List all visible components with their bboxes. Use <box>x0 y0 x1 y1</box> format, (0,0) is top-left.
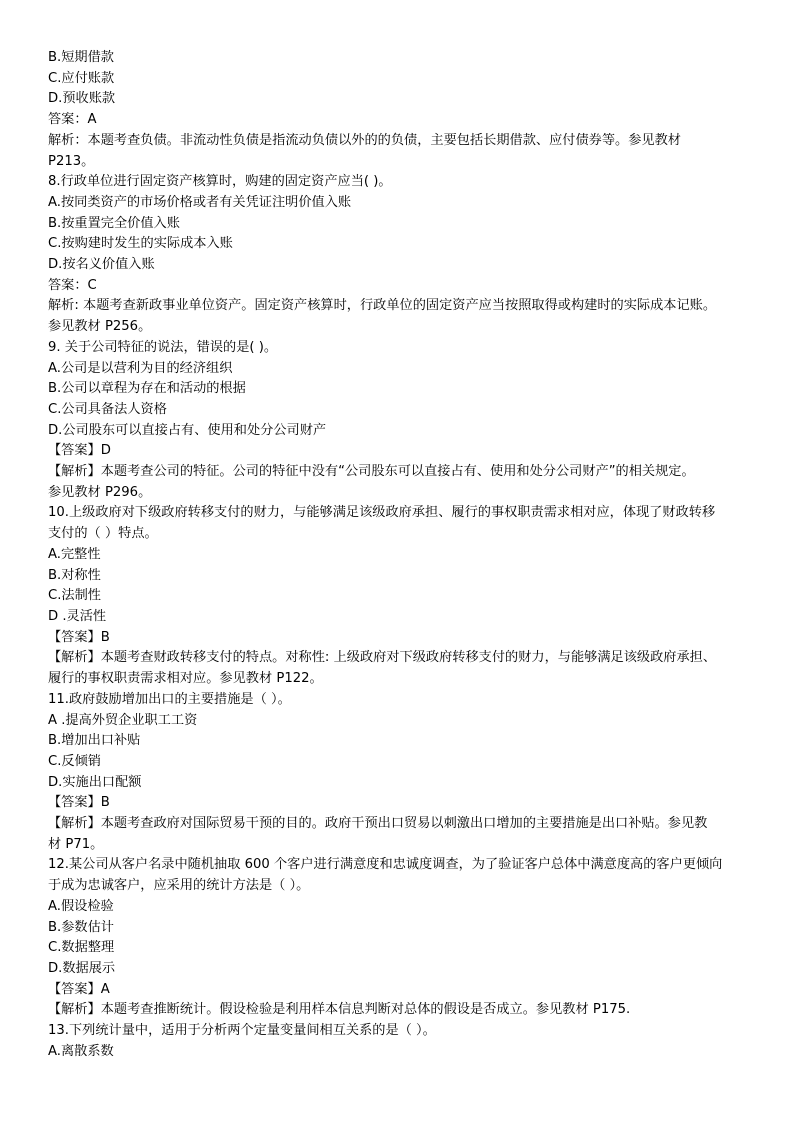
option-line: C.法制性 <box>48 588 101 604</box>
option-line: C.应付账款 <box>48 70 115 86</box>
answer-line: 答案：C <box>48 277 97 293</box>
option-line: C.反倾销 <box>48 753 101 769</box>
option-line: A.完整性 <box>48 546 101 562</box>
option-line: D.实施出口配额 <box>48 774 142 790</box>
explanation-line: 【解析】本题考查政府对国际贸易干预的目的。政府干预出口贸易以刺激出口增加的主要措施是出口补贴。参见教 <box>48 816 708 832</box>
question-line: 支付的（ ）特点。 <box>48 526 158 542</box>
option-line: D.按名义价值入账 <box>48 257 155 273</box>
option-line: B.增加出口补贴 <box>48 733 141 749</box>
option-line: B.短期借款 <box>48 50 114 65</box>
answer-line: 【答案】B <box>48 629 110 645</box>
explanation-line: 【解析】本题考查推断统计。假设检验是利用样本信息判断对总体的假设是否成立。参见教材 P175. <box>48 1002 631 1018</box>
option-line: B.参数估计 <box>48 919 114 935</box>
question-line: 于成为忠诚客户，应采用的统计方法是（ ）。 <box>48 878 310 894</box>
question-line: 10.上级政府对下级政府转移支付的财力，与能够满足该级政府承担、履行的事权职责需求相对应，体现了财政转移 <box>48 505 716 521</box>
option-line: D.预收账款 <box>48 91 116 107</box>
option-line: A.假设检验 <box>48 898 114 914</box>
explanation-line: 【解析】本题考查财政转移支付的特点。对称性: 上级政府对下级政府转移支付的财力，与能够满足该级政府承担、 <box>48 650 717 666</box>
option-line: A .提高外贸企业职工工资 <box>48 712 198 728</box>
question-line: 9. 关于公司特征的说法，错误的是( )。 <box>48 339 278 355</box>
option-line: B.公司以章程为存在和活动的根据 <box>48 381 246 397</box>
document-page <box>48 48 758 1062</box>
option-line: C.按购建时发生的实际成本入账 <box>48 236 233 252</box>
question-line: 12.某公司从客户名录中随机抽取 600 个客户进行满意度和忠诚度调查，为了验证客户总体中满意度高的客户更倾向 <box>48 857 723 873</box>
explanation-line: 【解析】本题考查公司的特征。公司的特征中没有“公司股东可以直接占有、使用和处分公司财产”的相关规定。 <box>48 464 695 480</box>
option-line: D.公司股东可以直接占有、使用和处分公司财产 <box>48 422 327 438</box>
option-line: A.离散系数 <box>48 1043 114 1059</box>
answer-line: 【答案】D <box>48 443 111 459</box>
explanation-line: 材 P71。 <box>48 836 104 852</box>
answer-line: 【答案】A <box>48 981 110 997</box>
explanation-line: 履行的事权职责需求相对应。参见教材 P122。 <box>48 671 323 687</box>
option-line: A.按同类资产的市场价格或者有关凭证注明价值入账 <box>48 194 352 210</box>
option-line: B.对称性 <box>48 567 101 583</box>
option-line: B.按重置完全价值入账 <box>48 215 180 231</box>
question-line: 8.行政单位进行固定资产核算时，购建的固定资产应当( )。 <box>48 174 392 190</box>
explanation-line: 参见教材 P256。 <box>48 319 152 335</box>
option-line: D .灵活性 <box>48 608 107 624</box>
answer-line: 答案：A <box>48 112 97 128</box>
explanation-line: 解析：本题考查负债。非流动性负债是指流动负债以外的的负债，主要包括长期借款、应付债券等。参见教材 <box>48 132 681 148</box>
explanation-line: 参见教材 P296。 <box>48 484 152 500</box>
explanation-line: 解析: 本题考查新政事业单位资产。固定资产核算时，行政单位的固定资产应当按照取得或构建时的实际成本记账。 <box>48 298 717 314</box>
option-line: D.数据展示 <box>48 960 116 976</box>
option-line: C.公司具备法人资格 <box>48 401 167 417</box>
option-line: C.数据整理 <box>48 940 115 956</box>
question-line: 11.政府鼓励增加出口的主要措施是（ ）。 <box>48 691 291 707</box>
option-line: A.公司是以营利为目的经济组织 <box>48 360 233 376</box>
answer-line: 【答案】B <box>48 795 110 811</box>
explanation-line: P213。 <box>48 153 95 169</box>
question-line: 13.下列统计量中，适用于分析两个定量变量间相互关系的是（ ）。 <box>48 1023 436 1039</box>
